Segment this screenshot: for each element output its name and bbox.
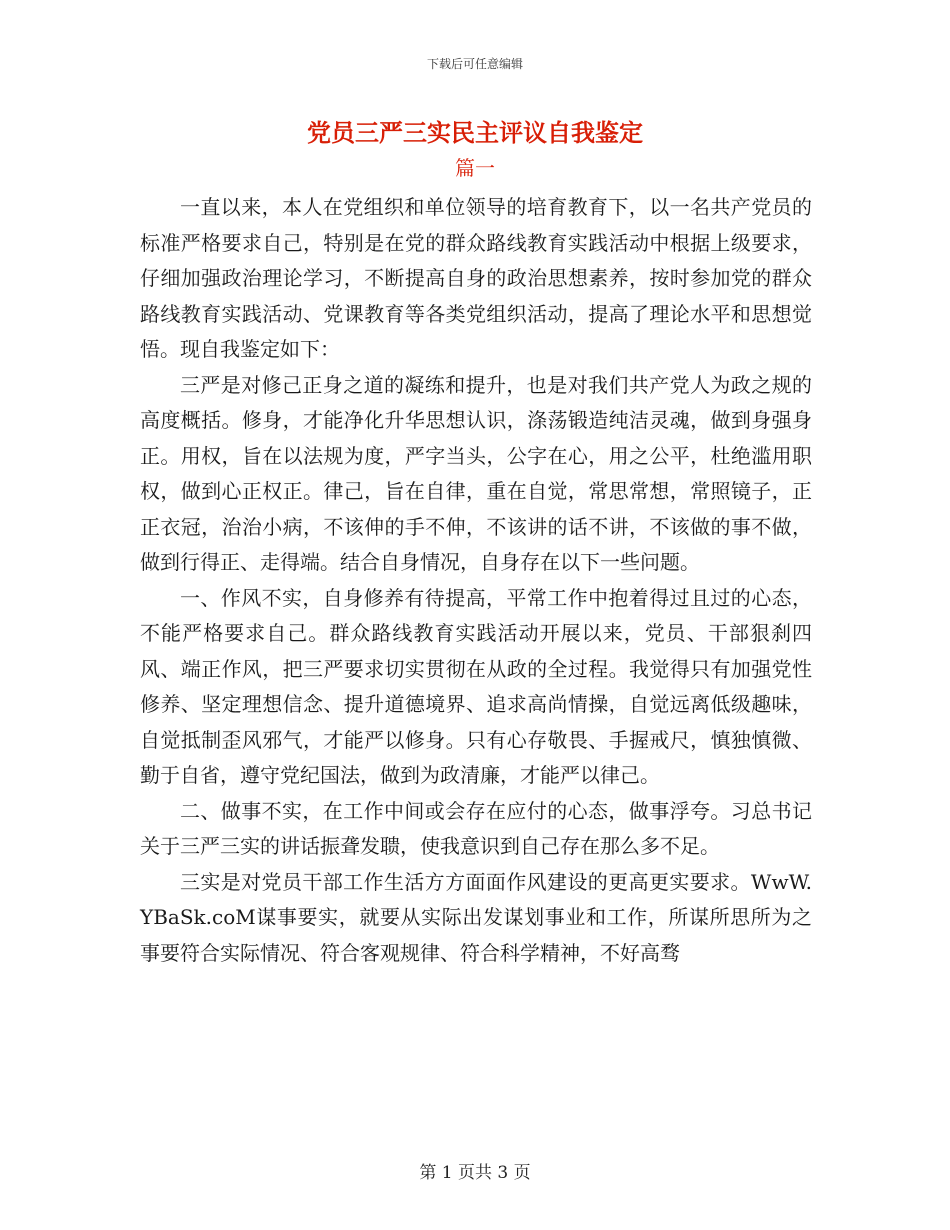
page-footer: 第 1 页共 3 页	[419, 1163, 531, 1183]
header-note: 下载后可任意编辑	[426, 57, 523, 71]
paragraph: 二、做事不实，在工作中间或会存在应付的心态，做事浮夸。习总书记关于三严三实的讲话振聋发聩，使我意识到自己存在那么多不足。	[140, 798, 812, 858]
document-title: 党员三严三实民主评议自我鉴定	[307, 118, 643, 147]
paragraph: 三严是对修己正身之道的凝练和提升，也是对我们共产党人为政之规的高度概括。修身，才能净化升华思想认识，涤荡锻造纯洁灵魂，做到身强身正。用权，旨在以法规为度，严字当头，公字在心，用之公平，杜绝滥用职权，做到心正权正。律己，旨在自律，重在自觉，常思常想，常照镜子，正正衣冠，治治小病，不该伸的手不伸，不该讲的话不讲，不该做的事不做，做到行得正、走得端。结合自身情况，自身存在以下一些问题。	[140, 372, 812, 574]
document-body	[140, 190, 812, 971]
paragraph: 一、作风不实，自身修养有待提高，平常工作中抱着得过且过的心态，不能严格要求自己。群众路线教育实践活动开展以来，党员、干部狠刹四风、端正作风，把三严要求切实贯彻在从政的全过程。我觉得只有加强党性修养、坚定理想信念、提升道德境界、追求高尚情操，自觉远离低级趣味，自觉抵制歪风邪气，才能严以修身。只有心存敬畏、手握戒尺，慎独慎微、勤于自省，遵守党纪国法，做到为政清廉，才能严以律己。	[140, 585, 812, 787]
document-subtitle: 篇一	[455, 156, 495, 180]
paragraph: 三实是对党员干部工作生活方方面面作风建设的更高更实要求。WwW.YBaSk.coM谋事要实，就要从实际出发谋划事业和工作，所谋所思所为之事要符合实际情况、符合客观规律、符合科学精神，不好高骛	[140, 869, 812, 965]
paragraph: 一直以来，本人在党组织和单位领导的培育教育下，以一名共产党员的标准严格要求自己，特别是在党的群众路线教育实践活动中根据上级要求，仔细加强政治理论学习，不断提高自身的政治思想素养，按时参加党的群众路线教育实践活动、党课教育等各类党组织活动，提高了理论水平和思想觉悟。现自我鉴定如下：	[140, 195, 812, 361]
